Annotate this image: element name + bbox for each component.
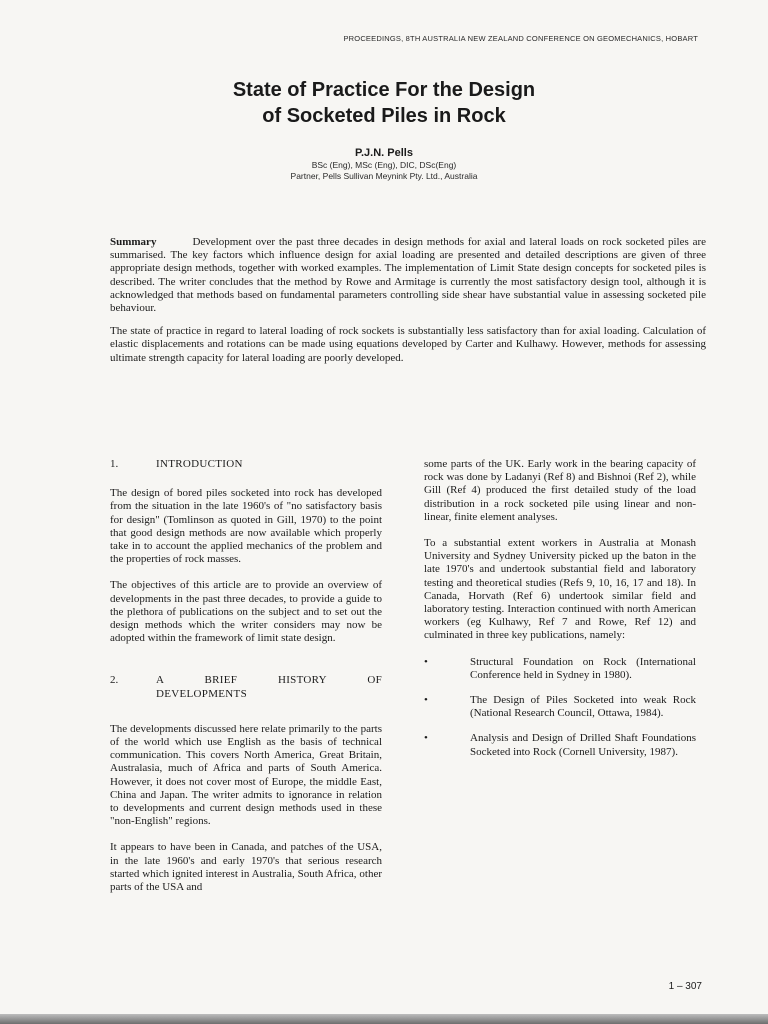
- author-block: [0, 146, 768, 182]
- list-item-text: Structural Foundation on Rock (International Conference held in Sydney in 1980).: [470, 655, 696, 681]
- key-publications-list: [424, 656, 696, 759]
- history-paragraph-3: some parts of the UK. Early work in the bearing capacity of rock was done by Ladanyi (Ref 8) and Bishnoi (Ref 2), while Gill (Ref 4) produced the first detailed study of the load distribution in a rock socketed pile using linear and non-linear, finite element analyses.: [424, 458, 696, 523]
- section-1-number: 1.: [110, 458, 119, 470]
- summary-section: [110, 236, 706, 375]
- paper-title: [0, 77, 768, 129]
- section-2-title-line-1: A BRIEF HISTORY OF: [156, 674, 382, 687]
- history-paragraph-4: To a substantial extent workers in Australia at Monash University and Sydney University picked up the baton in the late 1970's and undertook substantial field and laboratory testing and theoretical studies (Refs 9, 10, 16, 17 and 18). In Canada, Horvath (Ref 6) undertook similar field and laboratory testing. Interaction continued with north American workers (eg Kulhawy, Ref 7 and Rowe, Ref 12) and culminated in three key publications, namely:: [424, 537, 696, 642]
- scan-edge: [0, 1014, 768, 1024]
- intro-paragraph-2: The objectives of this article are to provide an overview of developments in the past three decades, to provide a guide to the plethora of publications on the subject and to set out the design methods which the writer considers may now be adopted within the framework of limit state design.: [110, 579, 382, 645]
- author-name: P.J.N. Pells: [355, 147, 413, 159]
- summary-text-1: Development over the past three decades in design methods for axial and lateral loads on rock socketed piles are summarised. The key factors which influence design for axial loading are presented and detailed descriptions are given of three appropriate design methods, together with worked examples. The implementation of Limit State design concepts for socketed piles is described. The writer concludes that the method by Rowe and Armitage is currently the most satisfactory design tool, although it is acknowledged that methods based on fundamental parameters controlling side shear have substantial value in assessing socketed pile behaviour.: [110, 236, 706, 315]
- right-column: [424, 458, 696, 771]
- bullet-icon: •: [424, 694, 428, 707]
- summary-paragraph-1: [110, 236, 706, 315]
- history-paragraph-1: The developments discussed here relate primarily to the parts of the world which use English as the basis of technical communication. This covers North America, Great Britain, Australasia, much of Africa and parts of South America. However, it does not cover most of Europe, the middle East, China and Japan. The writer admits to ignorance in relation to developments and current design methods used in these "non-English" regions.: [110, 722, 382, 828]
- running-head: PROCEEDINGS, 8TH AUSTRALIA NEW ZEALAND CONFERENCE ON GEOMECHANICS, HOBART: [343, 34, 698, 43]
- summary-paragraph-2: The state of practice in regard to lateral loading of rock sockets is substantially less satisfactory than for axial loading. Calculation of elastic displacements and rotations can be made using equations developed by Carter and Kulhawy. However, methods for assessing ultimate strength capacity for lateral loading are poorly developed.: [110, 325, 706, 364]
- section-1-heading: [110, 458, 382, 471]
- author-degrees: BSc (Eng), MSc (Eng), DIC, DSc(Eng): [311, 160, 457, 170]
- list-item: [424, 656, 696, 682]
- bullet-icon: •: [424, 655, 428, 668]
- left-column: [110, 458, 382, 907]
- list-item-text: Analysis and Design of Drilled Shaft Foundations Socketed into Rock (Cornell University, 1987).: [470, 732, 696, 758]
- list-item: [424, 694, 696, 720]
- title-line-1: State of Practice For the Design: [232, 79, 536, 101]
- intro-paragraph-1: The design of bored piles socketed into rock has developed from the situation in the late 1960's of "no satisfactory basis for design" (Tomlinson as quoted in Gill, 1970) to the point that good design methods are now available which properly take in to account the applied mechanics of the problem and the properties of rock masses.: [110, 487, 382, 566]
- author-affiliation: Partner, Pells Sullivan Meynink Pty. Ltd., Australia: [290, 171, 478, 181]
- section-2-heading: [110, 674, 382, 687]
- list-item: [424, 732, 696, 758]
- section-2-number: 2.: [110, 674, 119, 687]
- summary-label: Summary: [110, 236, 157, 248]
- page-number: 1 – 307: [668, 981, 702, 992]
- history-paragraph-2: It appears to have been in Canada, and patches of the USA, in the late 1960's and early 1970's that serious research started which ignited interest in Australia, South Africa, other parts of the USA and: [110, 841, 382, 894]
- section-1-title: INTRODUCTION: [156, 458, 243, 470]
- section-2-title-line-2: DEVELOPMENTS: [156, 687, 247, 700]
- bullet-icon: •: [424, 732, 428, 745]
- title-line-2: of Socketed Piles in Rock: [262, 105, 506, 127]
- list-item-text: The Design of Piles Socketed into weak Rock (National Research Council, Ottawa, 1984).: [470, 694, 696, 720]
